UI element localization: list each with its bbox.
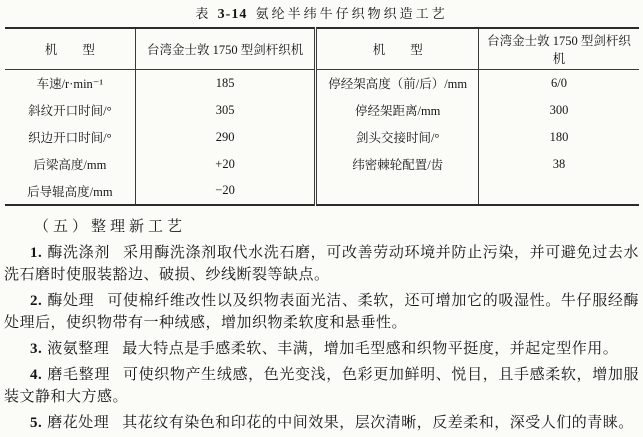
paragraph-text: 可使织物产生绒感，色光变浅，色彩更加鲜明、悦目，且手感柔软，增加服装文静和大方感。 bbox=[4, 366, 639, 405]
param-label: 停经架高度（前/后）/mm bbox=[315, 70, 479, 97]
paragraph-term: 酶处理 bbox=[47, 292, 95, 309]
paragraph-sanding-finish bbox=[4, 364, 639, 408]
param-value: 305 bbox=[136, 97, 316, 124]
param-value: 185 bbox=[136, 70, 316, 97]
param-label: 车速/r·min⁻¹ bbox=[5, 70, 136, 97]
header-machine-name-left: 台湾金士敦 1750 型剑杆织机 bbox=[136, 28, 316, 70]
param-label: 织边开口时间/° bbox=[5, 124, 136, 151]
paragraph-liquid-ammonia bbox=[4, 338, 639, 360]
paragraph-number: 4. bbox=[30, 366, 43, 383]
header-machine-name-right: 台湾金士敦 1750 型剑杆织机 bbox=[479, 28, 639, 70]
section-heading: （五）整理新工艺 bbox=[34, 218, 187, 235]
param-value: 38 bbox=[552, 156, 566, 171]
paragraph-text: 其花纹有染色和印花的中间效果，层次清晰，反差柔和，深受人们的青睐。 bbox=[122, 414, 634, 431]
paragraph-text: 采用酶洗涤剂取代水洗石磨，可改善劳动环境并防止污染，并可避免过去水洗石磨时使服装豁边、破损、纱线断裂等缺点。 bbox=[4, 244, 639, 283]
table-row bbox=[5, 151, 639, 178]
param-value: 180 bbox=[549, 129, 569, 144]
process-parameters-table bbox=[5, 27, 639, 206]
paragraph-number: 3. bbox=[30, 340, 43, 357]
paragraph-enzyme-detergent bbox=[4, 242, 639, 286]
param-label: 后导辊高度/mm bbox=[5, 178, 136, 205]
param-value: +20 bbox=[136, 151, 316, 178]
paragraph-enzyme-treatment bbox=[4, 290, 639, 334]
table-row bbox=[5, 124, 639, 151]
paragraph-text: 可使棉纤维改性以及织物表面光洁、柔软，还可增加它的吸湿性。牛仔服经酶处理后，使织物带有一种绒感，增加织物柔软度和悬垂性。 bbox=[4, 292, 639, 331]
param-label: 停经架距离/mm bbox=[315, 97, 479, 124]
paragraph-text: 最大特点是手感柔软、丰满，增加毛型感和织物平挺度，并起定型作用。 bbox=[122, 340, 619, 357]
table-title-prefix: 表 bbox=[195, 6, 210, 21]
param-label: 斜纹开口时间/° bbox=[5, 97, 136, 124]
paragraph-term: 液氨整理 bbox=[47, 340, 110, 357]
header-machine-type-right: 机 型 bbox=[315, 28, 479, 70]
param-value: 290 bbox=[136, 124, 316, 151]
param-value: 300 bbox=[549, 102, 569, 117]
param-value bbox=[479, 178, 639, 205]
param-label: 剑头交接时间/° bbox=[315, 124, 479, 151]
table-title bbox=[4, 4, 639, 24]
param-value: 6/0 bbox=[550, 75, 567, 90]
table-row bbox=[5, 70, 639, 97]
paragraph-term: 酶洗涤剂 bbox=[47, 244, 110, 261]
header-machine-type-left: 机 型 bbox=[5, 28, 136, 70]
table-title-text: 氨纶半纬牛仔织物织造工艺 bbox=[255, 6, 448, 21]
table-row bbox=[5, 97, 639, 124]
paragraph-term: 磨毛整理 bbox=[47, 366, 110, 383]
paragraph-term: 磨花处理 bbox=[47, 414, 110, 431]
param-label bbox=[315, 178, 479, 205]
paragraph-number: 5. bbox=[30, 414, 43, 431]
table-title-number: 3-14 bbox=[217, 7, 248, 22]
paragraph-number: 2. bbox=[30, 292, 43, 309]
param-value: −20 bbox=[136, 178, 316, 205]
paragraph-number: 1. bbox=[30, 244, 43, 261]
param-label: 纬密棘轮配置/齿 bbox=[315, 151, 479, 178]
table-header-row bbox=[5, 28, 639, 70]
param-label: 后梁高度/mm bbox=[5, 151, 136, 178]
paragraph-pattern-grinding bbox=[4, 412, 639, 434]
table-row bbox=[5, 178, 639, 205]
